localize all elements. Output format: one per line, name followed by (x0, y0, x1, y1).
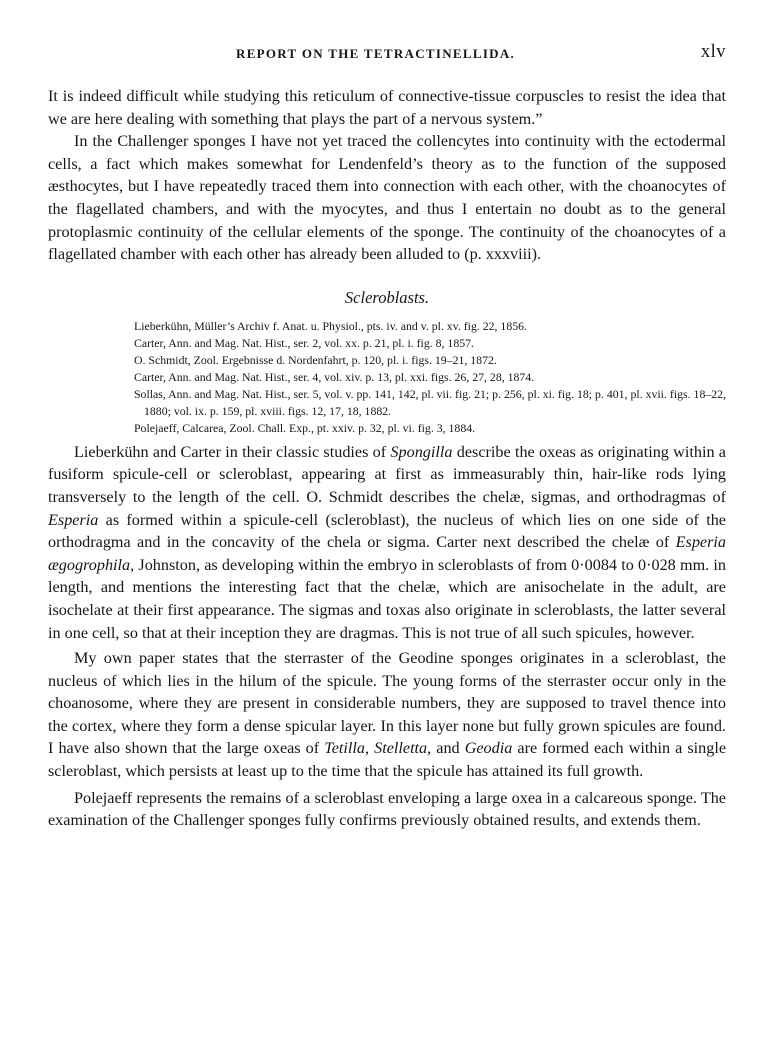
paragraph-4-text: , (365, 739, 375, 758)
paragraph-3-text: as formed within a spicule-cell (scleroblast), the nucleus of which lies on one side of the orthodragma and in the concavity of the chela or sigma. Carter next described the chelæ of (48, 510, 726, 552)
paragraph-3-text: Lieberkühn and Carter in their classic studies of (74, 442, 391, 461)
running-head (48, 42, 726, 70)
reference-item: Sollas, Ann. and Mag. Nat. Hist., ser. 5, vol. v. pp. 141, 142, pl. vii. fig. 21; p. 256, pl. xi. fig. 18; p. 401, pl. xvii. figs. 18–22, 1880; vol. ix. p. 159, pl. xviii. figs. 12, 17, 18, 1882. (134, 386, 726, 418)
reference-item: Carter, Ann. and Mag. Nat. Hist., ser. 4, vol. xiv. p. 13, pl. xxi. figs. 26, 27, 28, 1874. (134, 369, 535, 384)
reference-item: Lieberkühn, Müller’s Archiv f. Anat. u. Physiol., pts. iv. and v. pl. xv. fig. 22, 1856. (134, 318, 527, 333)
paragraph-4-text: My own paper states that the sterraster of the Geodine sponges originates in a scleroblast, the nucleus of which lies in the hilum of the spicule. The young forms of the sterraster occur only in the choanosome, where they are present in considerable numbers, they are supposed to travel thence into the cortex, where they form a dense spicular layer. In this layer none but fully grown spicules are found. I have also shown that the large oxeas of (48, 649, 726, 758)
page-number: xlv (700, 42, 726, 62)
paragraph-4-text: , and (427, 739, 465, 758)
taxon-name: Tetilla (324, 739, 365, 758)
page (48, 42, 726, 832)
taxon-name: Esperia ægogrophila (48, 533, 726, 574)
taxon-name: Geodia (464, 739, 513, 758)
paragraph-5: Polejaeff represents the remains of a scleroblast enveloping a large oxea in a calcareous sponge. The examination of the Challenger sponges fully confirms previously obtained results, and extends them. (48, 788, 726, 830)
paragraph-4 (48, 647, 726, 783)
reference-item: Polejaeff, Calcarea, Zool. Chall. Exp., pt. xxiv. p. 32, pl. vi. fig. 3, 1884. (134, 420, 476, 435)
paragraph-2: In the Challenger sponges I have not yet traced the collencytes into continuity with the ectodermal cells, a fact which makes somewhat for Lendenfeld’s theory as to the function of the supposed æsthocytes, but I have repeatedly traced them into connection with each other, with the choanocytes of the flagellated chambers, and with the myocytes, and thus I entertain no doubt as to the general protoplasmic continuity of the cellular elements of the sponge. The continuity of the choanocytes of a flagellated chamber with each other has already been alluded to (p. xxxviii). (48, 132, 726, 264)
paragraph-1: It is indeed difficult while studying this reticulum of connective-tissue corpuscles to resist the idea that we are here dealing with something that plays the part of a nervous system.” (48, 87, 726, 128)
running-title: REPORT ON THE TETRACTINELLIDA. (236, 46, 516, 61)
reference-item: O. Schmidt, Zool. Ergebnisse d. Nordenfahrt, p. 120, pl. i. figs. 19–21, 1872. (134, 352, 497, 367)
paragraph-3-text: , Johnston, as developing within the embryo in scleroblasts of from 0·0084 to 0·028 mm. in length, and mentions the interesting fact that the chelæ, which are anisochelate in the adult, are isochelate at their first appearance. The sigmas and toxas also originate in scleroblasts, the latter several in one cell, so that at their inception they are dragmas. This is not true of all such spicules, however. (48, 555, 726, 642)
paragraph-3-text: describe the oxeas as originating within a fusiform spicule-cell or scleroblast, appearing at first as immeasurably thin, hair-like rods lying transversely to the length of the cell. O. Schmidt describes the chelæ, sigmas, and orthodragmas of (48, 442, 726, 506)
reference-list (134, 318, 726, 437)
taxon-name: Spongilla (390, 442, 453, 461)
taxon-name: Stelletta (374, 739, 428, 758)
section-heading: Scleroblasts. (344, 287, 430, 307)
paragraph-3 (48, 441, 726, 644)
paragraph-4-text: are formed each within a single scleroblast, which persists at least up to the time that the spicule has attained its full growth. (48, 739, 727, 781)
taxon-name: Esperia (48, 510, 99, 529)
reference-item: Carter, Ann. and Mag. Nat. Hist., ser. 2, vol. xx. p. 21, pl. i. fig. 8, 1857. (134, 335, 474, 350)
